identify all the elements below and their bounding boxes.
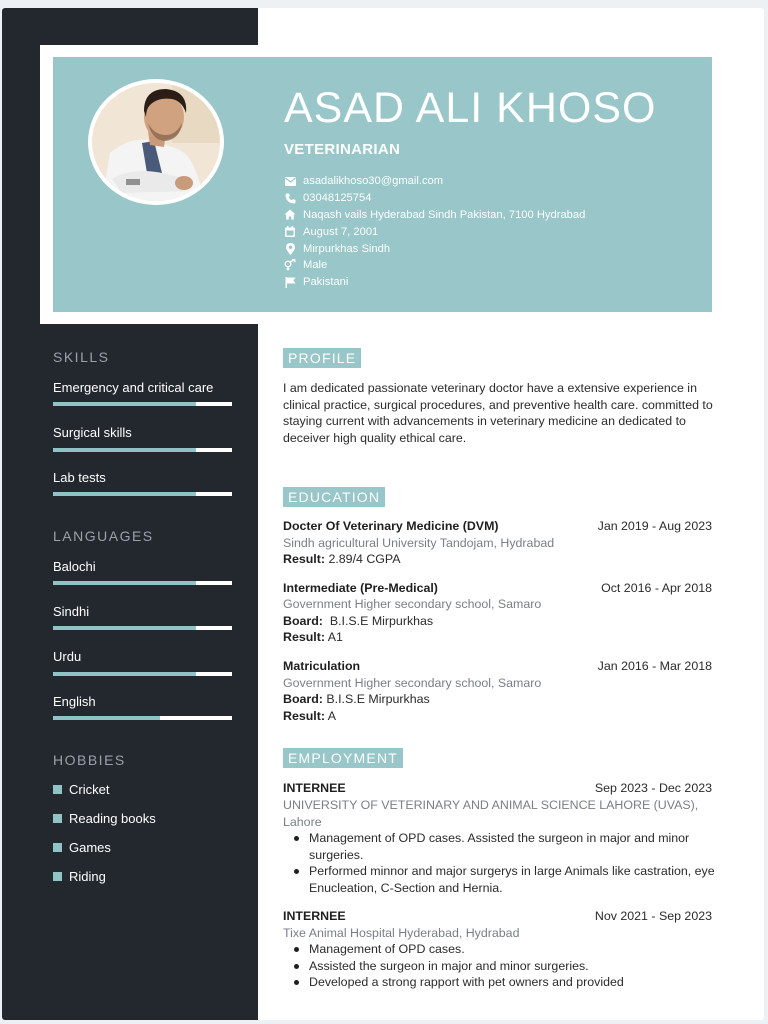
degree-title: Docter Of Veterinary Medicine (DVM): [283, 519, 499, 533]
language-bar: [53, 672, 232, 676]
skill-bar-fill: [53, 448, 196, 452]
date-range: Oct 2016 - Apr 2018: [601, 581, 712, 595]
role-title: INTERNEE: [283, 781, 346, 795]
contact-nationality: [284, 274, 704, 291]
duty-item: Performed minnor and major surgerys in large Animals like castration, eye Enucleation, C-Section and Hernia.: [293, 863, 718, 896]
hobby-label: Reading books: [69, 811, 156, 826]
contact-gender-text: Male: [303, 259, 328, 272]
board-value: B.I.S.E Mirpurkhas: [329, 614, 434, 628]
school-name: Government Higher secondary school, Samaro: [283, 676, 542, 690]
employment-heading: EMPLOYMENT: [283, 748, 403, 768]
education-entry-header: [283, 580, 712, 597]
contact-list: [284, 173, 704, 291]
result-value: A1: [327, 630, 343, 644]
duties-list: [293, 830, 718, 896]
result-line: [283, 708, 715, 725]
duty-item: Assisted the surgeon in major and minor surgeries.: [293, 958, 718, 975]
duty-item: Management of OPD cases. Assisted the surgeon in major and minor surgeries.: [293, 830, 718, 863]
contact-address: [284, 207, 704, 224]
date-range: Sep 2023 - Dec 2023: [594, 781, 712, 795]
hobby-item: [53, 840, 111, 855]
role-title: INTERNEE: [283, 909, 346, 923]
result-line: [283, 629, 715, 646]
home-icon: [284, 209, 296, 221]
square-bullet-icon: [53, 785, 62, 794]
skill-bar-fill: [53, 402, 196, 406]
square-bullet-icon: [53, 814, 62, 823]
job-title: VETERINARIAN: [284, 141, 401, 158]
gender-icon: [284, 259, 296, 271]
envelope-icon: [284, 175, 296, 187]
language-bar: [53, 716, 232, 720]
date-range: Jan 2019 - Aug 2023: [597, 519, 712, 533]
skill-label: Emergency and critical care: [53, 380, 214, 395]
person-portrait-icon: [92, 83, 220, 201]
board-label: Board:: [283, 692, 323, 706]
language-bar-fill: [53, 716, 160, 720]
contact-nationality-text: Pakistani: [303, 276, 349, 289]
result-line: [283, 551, 715, 568]
hobbies-heading: HOBBIES: [53, 752, 126, 768]
contact-gender: [284, 257, 704, 274]
skill-bar: [53, 492, 232, 496]
contact-email-text: asadalikhoso30@gmail.com: [303, 175, 444, 188]
hobby-label: Riding: [69, 869, 106, 884]
profile-photo: [88, 79, 224, 205]
contact-birthdate-text: August 7, 2001: [303, 225, 379, 238]
contact-phone[interactable]: [284, 190, 704, 207]
hobby-item: [53, 782, 109, 797]
contact-email[interactable]: [284, 173, 704, 190]
skill-bar: [53, 448, 232, 452]
organization-name: UNIVERSITY OF VETERINARY AND ANIMAL SCIENCE LAHORE (UVAS), Lahore: [283, 798, 699, 829]
language-bar-fill: [53, 672, 196, 676]
languages-heading: LANGUAGES: [53, 528, 154, 544]
contact-birthplace-text: Mirpurkhas Sindh: [303, 242, 391, 255]
date-range: Nov 2021 - Sep 2023: [594, 909, 712, 923]
hobby-label: Cricket: [69, 782, 110, 797]
result-label: Result:: [283, 630, 325, 644]
organization-name: Tixe Animal Hospital Hyderabad, Hydrabad: [283, 926, 520, 940]
result-label: Result:: [283, 552, 325, 566]
education-heading: EDUCATION: [283, 487, 385, 507]
language-bar: [53, 626, 232, 630]
contact-phone-text: 03048125754: [303, 192, 372, 205]
board-label: Board:: [283, 614, 323, 628]
contact-address-text: Naqash vails Hyderabad Sindh Pakistan, 7100 Hydrabad: [303, 208, 586, 221]
education-entry-header: [283, 518, 712, 535]
language-bar-fill: [53, 626, 196, 630]
board-line: [283, 691, 715, 708]
skill-bar: [53, 402, 232, 406]
education-entry-header: [283, 658, 712, 675]
language-label: Sindhi: [53, 604, 90, 619]
result-value: A: [327, 709, 337, 723]
skills-heading: SKILLS: [53, 349, 110, 365]
date-range: Jan 2016 - Mar 2018: [597, 659, 712, 673]
language-label: Urdu: [53, 649, 82, 664]
duties-list: [293, 941, 718, 991]
result-value: 2.89/4 CGPA: [328, 552, 401, 566]
hobby-item: [53, 869, 106, 884]
language-bar-fill: [53, 581, 196, 585]
skill-bar-fill: [53, 492, 196, 496]
candidate-name: ASAD ALI KHOSO: [284, 84, 657, 132]
result-label: Result:: [283, 709, 325, 723]
calendar-icon: [284, 226, 296, 238]
board-line: [283, 613, 715, 630]
contact-birthplace: [284, 240, 704, 257]
map-pin-icon: [284, 243, 296, 255]
hobby-label: Games: [69, 840, 111, 855]
skill-label: Surgical skills: [53, 425, 132, 440]
phone-icon: [284, 192, 296, 204]
employment-entry-header: [283, 908, 712, 925]
profile-heading: PROFILE: [283, 348, 361, 368]
profile-text: I am dedicated passionate veterinary doctor have a extensive experience in clinical practice, surgical procedures, and preventive health care. committed to staying current with advancements in veterinary medicine an dedicated to deceiver high quality ethical care.: [283, 381, 713, 445]
square-bullet-icon: [53, 843, 62, 852]
hobby-item: [53, 811, 156, 826]
duty-item: Management of OPD cases.: [293, 941, 718, 958]
school-name: Government Higher secondary school, Samaro: [283, 597, 542, 611]
square-bullet-icon: [53, 872, 62, 881]
language-label: English: [53, 694, 96, 709]
flag-icon: [284, 276, 296, 288]
contact-birthdate: [284, 223, 704, 240]
skill-label: Lab tests: [53, 470, 106, 485]
language-bar: [53, 581, 232, 585]
degree-title: Intermediate (Pre-Medical): [283, 581, 438, 595]
degree-title: Matriculation: [283, 659, 361, 673]
board-value: B.I.S.E Mirpurkhas: [326, 692, 430, 706]
school-name: Sindh agricultural University Tandojam, Hydrabad: [283, 536, 555, 550]
employment-entry-header: [283, 780, 712, 797]
language-label: Balochi: [53, 559, 96, 574]
duty-item: Developed a strong rapport with pet owners and provided: [293, 974, 718, 991]
